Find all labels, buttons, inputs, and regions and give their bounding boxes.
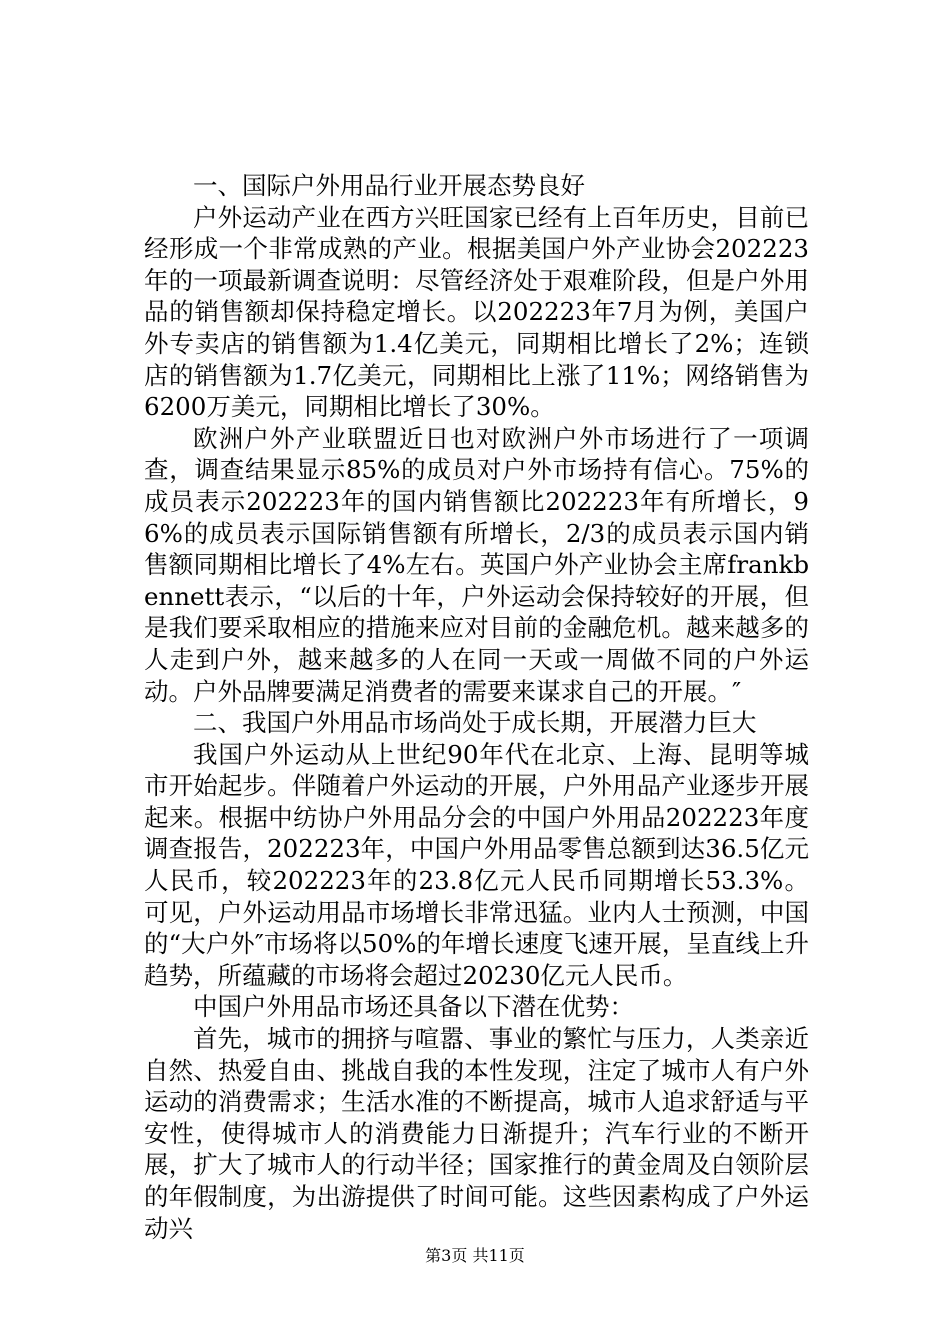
paragraph-us-outdoor-sales: 户外运动产业在西方兴旺国家已经有上百年历史，目前已经形成一个非常成熟的产业。根据美国户外产业协会202223年的一项最新调查说明：尽管经济处于艰难阶段，但是户外用品的销售额却保持稳定增长。以202223年7月为例，美国户外专卖店的销售额为1.4亿美元，同期相比增长了2%；连锁店的销售额为1.7亿美元，同期相比上涨了11%；网络销售为6200万美元，同期相比增长了30%。 bbox=[144, 202, 809, 422]
paragraph-europe-survey: 欧洲户外产业联盟近日也对欧洲户外市场进行了一项调查，调查结果显示85%的成员对户外市场持有信心。75%的成员表示202223年的国内销售额比202223年有所增长，96%的成员表示国际销售额有所增长，2/3的成员表示国内销售额同期相比增长了4%左右。英国户外产业协会主席frankbennett表示，“以后的十年，户外运动会保持较好的开展，但是我们要采取相应的措施来应对目前的金融危机。越来越多的人走到户外，越来越多的人在同一天或一周做不同的户外运动。户外品牌要满足消费者的需要来谋求自己的开展。″ bbox=[144, 423, 809, 706]
paragraph-first-advantage: 首先，城市的拥挤与喧嚣、事业的繁忙与压力，人类亲近自然、热爱自由、挑战自我的本性发现，注定了城市人有户外运动的消费需求；生活水准的不断提高，城市人追求舒适与平安性，使得城市人的消费能力日渐提升；汽车行业的不断开展，扩大了城市人的行动半径；国家推行的黄金周及白领阶层的年假制度，为出游提供了时间可能。这些因素构成了户外运动兴 bbox=[144, 1024, 809, 1243]
page-number-footer: 第3页 共11页 bbox=[425, 1246, 525, 1265]
paragraph-advantages-intro: 中国户外用品市场还具备以下潜在优势： bbox=[193, 992, 634, 1022]
heading-international-trend: 一、国际户外用品行业开展态势良好 bbox=[193, 171, 585, 200]
heading-china-market: 二、我国户外用品市场尚处于成长期，开展潜力巨大 bbox=[193, 708, 757, 738]
paragraph-china-growth: 我国户外运动从上世纪90年代在北京、上海、昆明等城市开始起步。伴随着户外运动的开展，户外用品产业逐步开展起来。根据中纺协户外用品分会的中国户外用品202223年度调查报告，202223年，中国户外用品零售总额到达36.5亿元人民币，较202223年的23.8亿元人民币同期增长53.3%。可见，户外运动用品市场增长非常迅猛。业内人士预测，中国的“大户外″市场将以50%的年增长速度飞速开展，呈直线上升趋势，所蕴藏的市场将会超过20230亿元人民币。 bbox=[144, 739, 809, 990]
document-body bbox=[144, 170, 809, 1244]
